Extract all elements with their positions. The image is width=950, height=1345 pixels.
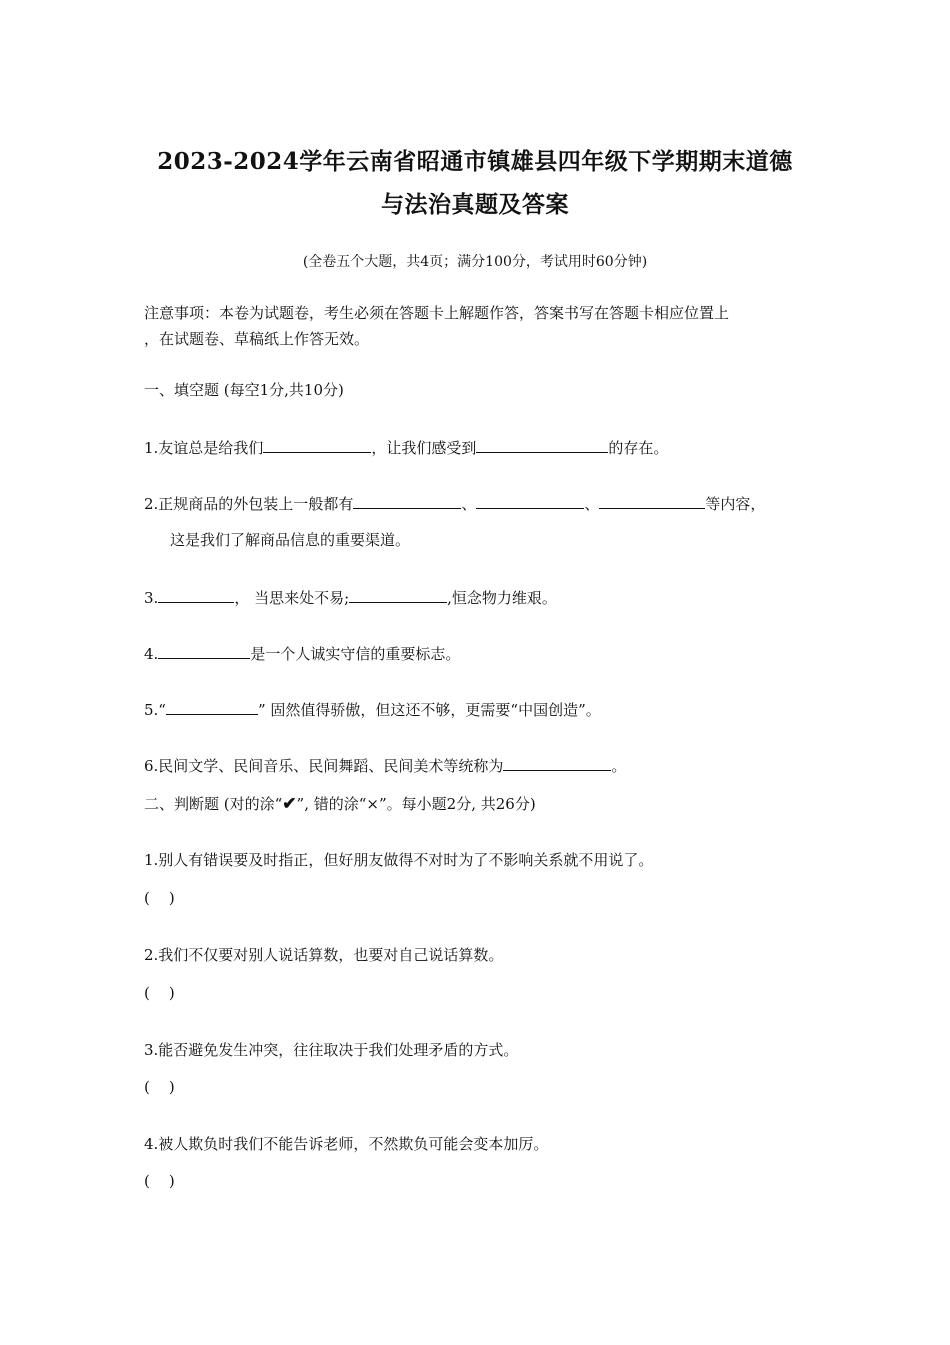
section1-heading: 一、填空题 (每空1分,共10分) bbox=[144, 381, 344, 399]
notice-line-2: ，在试题卷、草稿纸上作答无效。 bbox=[144, 330, 370, 348]
q3-text-c: ,恒念物力维艰。 bbox=[447, 589, 557, 607]
section2-heading-a: 二、判断题 (对的涂“ bbox=[144, 795, 283, 813]
q3-blank-2[interactable] bbox=[349, 586, 447, 603]
title-line-2: 与法治真题及答案 bbox=[381, 191, 569, 218]
q2-text-b: 、 bbox=[461, 495, 477, 513]
fill-question-5 bbox=[144, 698, 601, 720]
q1-blank-2[interactable] bbox=[476, 436, 608, 453]
q1-text-c: 的存在。 bbox=[608, 439, 669, 457]
q5-text-b: ” 固然值得骄傲，但这还不够，更需要“中国创造”。 bbox=[257, 701, 601, 719]
q6-blank-1[interactable] bbox=[503, 754, 611, 771]
fill-question-1 bbox=[144, 436, 668, 458]
judge-question-4: 4.被人欺负时我们不能告诉老师，不然欺负可能会变本加厉。 bbox=[144, 1135, 549, 1153]
q3-text-b: ， 当思来处不易; bbox=[234, 589, 350, 607]
q5-blank-1[interactable] bbox=[166, 698, 258, 715]
q4-text-b: 是一个人诚实守信的重要标志。 bbox=[250, 645, 461, 663]
q3-text-a: 3. bbox=[144, 589, 159, 607]
judge-question-3: 3.能否避免发生冲突，往往取决于我们处理矛盾的方式。 bbox=[144, 1041, 519, 1059]
q5-text-a: 5.“ bbox=[144, 701, 166, 719]
judge-answer-4[interactable]: ( ) bbox=[144, 1172, 175, 1190]
q1-blank-1[interactable] bbox=[263, 436, 371, 453]
notice-line-1: 注意事项：本卷为试题卷，考生必须在答题卡上解题作答，答案书写在答题卡相应位置上 bbox=[144, 304, 730, 322]
title-line-1: 2023-2024学年云南省昭通市镇雄县四年级下学期期末道德 bbox=[157, 148, 793, 175]
q2-line-2: 这是我们了解商品信息的重要渠道。 bbox=[170, 531, 411, 549]
exam-subtitle: (全卷五个大题，共4页；满分100分，考试用时60分钟) bbox=[302, 254, 648, 270]
q2-blank-3[interactable] bbox=[599, 492, 705, 509]
q2-text-d: 等内容， bbox=[705, 495, 766, 513]
q3-blank-1[interactable] bbox=[158, 586, 234, 603]
q4-blank-1[interactable] bbox=[158, 642, 250, 659]
q1-text-a: 1.友谊总是给我们 bbox=[144, 439, 264, 457]
judge-question-2: 2.我们不仅要对别人说话算数，也要对自己说话算数。 bbox=[144, 946, 504, 964]
q6-text-a: 6.民间文学、民间音乐、民间舞蹈、民间美术等统称为 bbox=[144, 757, 504, 775]
q2-text-a: 2.正规商品的外包装上一般都有 bbox=[144, 495, 354, 513]
fill-question-4 bbox=[144, 642, 460, 664]
judge-answer-2[interactable]: ( ) bbox=[144, 984, 175, 1002]
q2-blank-1[interactable] bbox=[353, 492, 461, 509]
q2-blank-2[interactable] bbox=[476, 492, 584, 509]
judge-question-1: 1.别人有错误要及时指正，但好朋友做得不对时为了不影响关系就不用说了。 bbox=[144, 851, 654, 869]
check-icon: ✔ bbox=[282, 794, 297, 814]
q6-text-b: 。 bbox=[611, 757, 627, 775]
fill-question-2 bbox=[144, 492, 765, 514]
section2-heading-b: ”, 错的涂“×”。每小题2分, 共26分) bbox=[296, 795, 536, 813]
fill-question-3 bbox=[144, 586, 557, 608]
judge-answer-3[interactable]: ( ) bbox=[144, 1078, 175, 1096]
q1-text-b: ，让我们感受到 bbox=[371, 439, 477, 457]
q2-text-c: 、 bbox=[584, 495, 600, 513]
judge-answer-1[interactable]: ( ) bbox=[144, 889, 175, 907]
fill-question-6 bbox=[144, 754, 626, 776]
q4-text-a: 4. bbox=[144, 645, 159, 663]
section2-heading bbox=[144, 794, 536, 814]
